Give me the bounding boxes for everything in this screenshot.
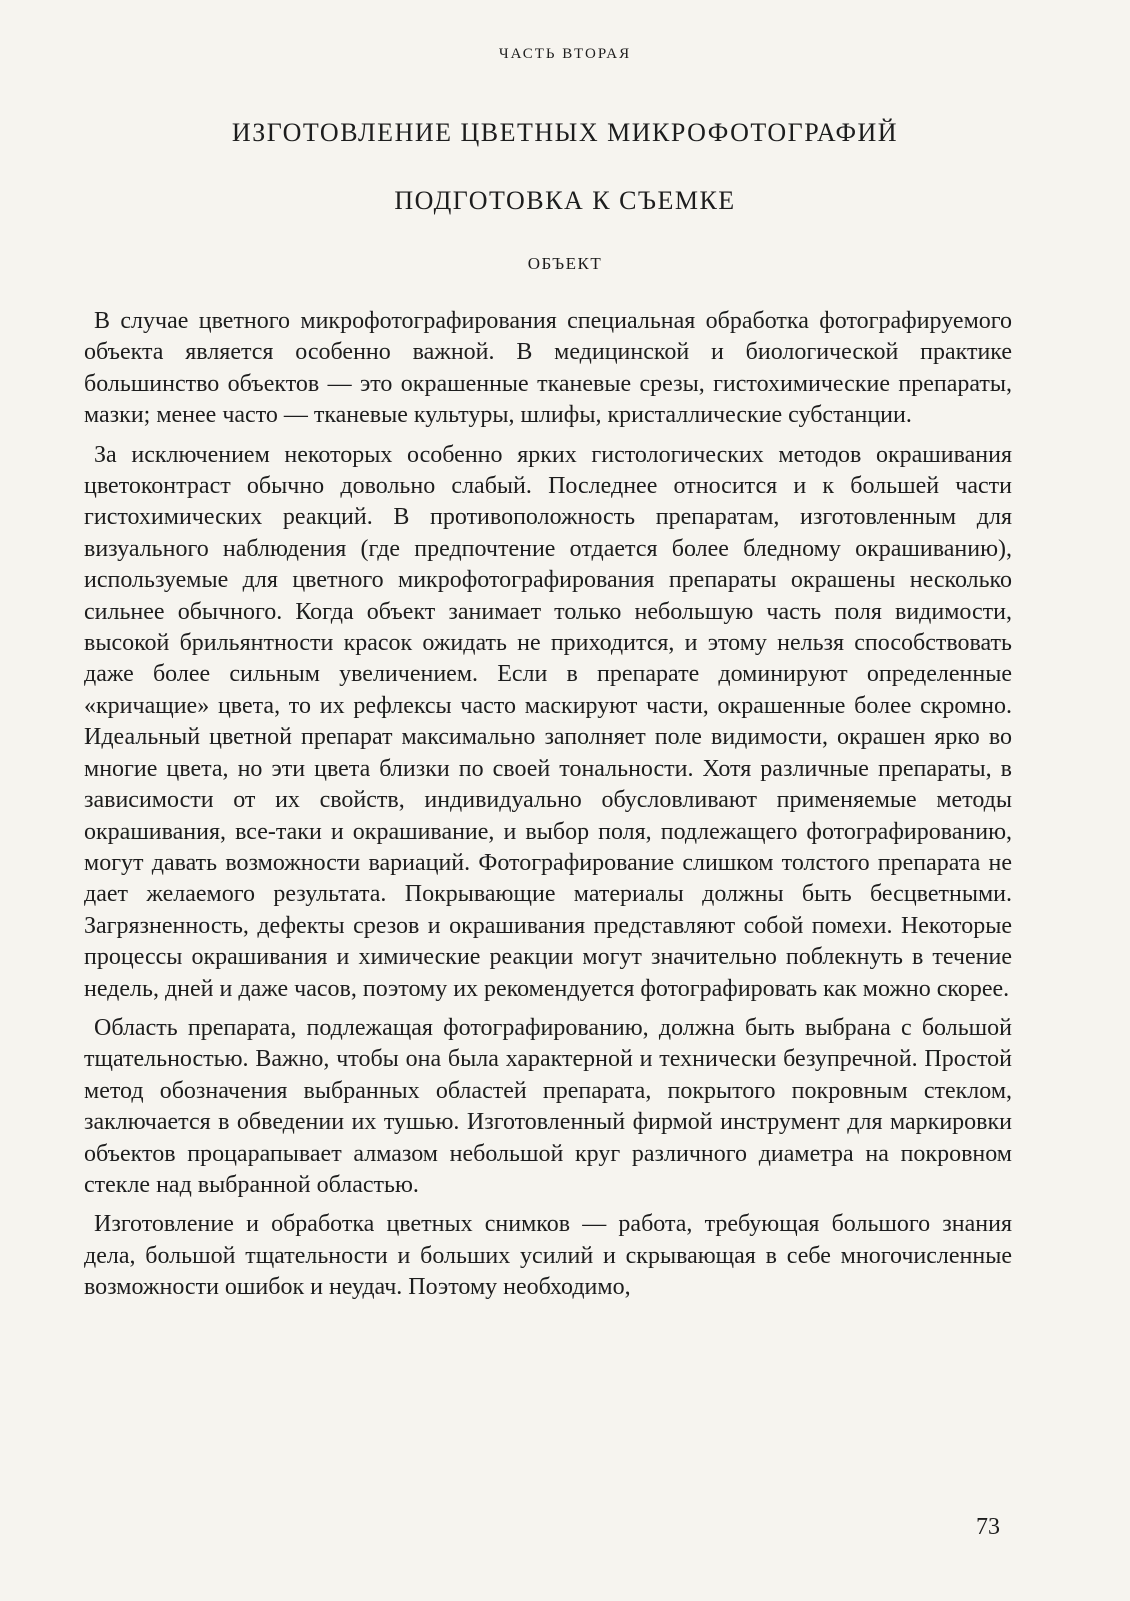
paragraph: За исключением некоторых особенно ярких гистологических методов окрашивания цветоконтраст обычно довольно слабый. Последнее относится и к большей части гистохимических реакций. В противоположность препаратам, изготовленным для визуального наблюдения (где предпочтение отдается более бледному окрашиванию), используемые для цветного микрофотографирования препараты окрашены несколько сильнее обычного. Когда объект занимает только небольшую часть поля видимости, высокой брильянтности красок ожидать не приходится, и этому нельзя способствовать даже более сильным увеличением. Если в препарате доминируют определенные «кричащие» цвета, то их рефлексы часто маскируют части, окрашенные более скромно. Идеальный цветной препарат максимально заполняет поле видимости, окрашен ярко во многие цвета, но эти цвета близки по своей тональности. Хотя различные препараты, в зависимости от их свойств, индивидуально обусловливают применяемые методы окрашивания, все-таки и окрашивание, и выбор поля, подлежащего фотографированию, могут давать возможности вариаций. Фотографирование слишком толстого препарата не дает желаемого результата. Покрывающие материалы должны быть бесцветными. Загрязненность, дефекты срезов и окрашивания представляют собой помехи. Некоторые процессы окрашивания и химические реакции могут значительно поблекнуть в течение недель, дней и даже часов, поэтому их рекомендуется фотографировать как можно скорее.	[84, 441, 1012, 1002]
paragraph: В случае цветного микрофотографирования специальная обработка фотографируемого объекта является особенно важной. В медицинской и биологической практике большинство объектов — это окрашенные тканевые срезы, гистохимические препараты, мазки; менее часто — тканевые культуры, шлифы, кристаллические субстанции.	[84, 308, 1012, 429]
section-title: ПОДГОТОВКА К СЪЕМКЕ	[394, 186, 736, 215]
subsection-title: ОБЪЕКТ	[527, 254, 603, 273]
paragraph: Область препарата, подлежащая фотографированию, должна быть выбрана с большой тщательностью. Важно, чтобы она была характерной и технически безупречной. Простой метод обозначения выбранных областей препарата, покрытого покровным стеклом, заключается в обведении их тушью. Изготовленный фирмой инструмент для маркировки объектов процарапывает алмазом небольшой круг различного диаметра на покровном стекле над выбранной областью.	[84, 1014, 1012, 1198]
body-text	[84, 306, 1012, 1312]
running-header: ЧАСТЬ ВТОРАЯ	[498, 46, 632, 62]
chapter-title: ИЗГОТОВЛЕНИЕ ЦВЕТНЫХ МИКРОФОТОГРАФИЙ	[231, 118, 899, 147]
page-number: 73	[976, 1514, 1000, 1540]
paragraph: Изготовление и обработка цветных снимков — работа, требующая большого знания дела, большой тщательности и больших усилий и скрывающая в себе многочисленные возможности ошибок и неудач. Поэтому необходимо,	[84, 1211, 1012, 1301]
